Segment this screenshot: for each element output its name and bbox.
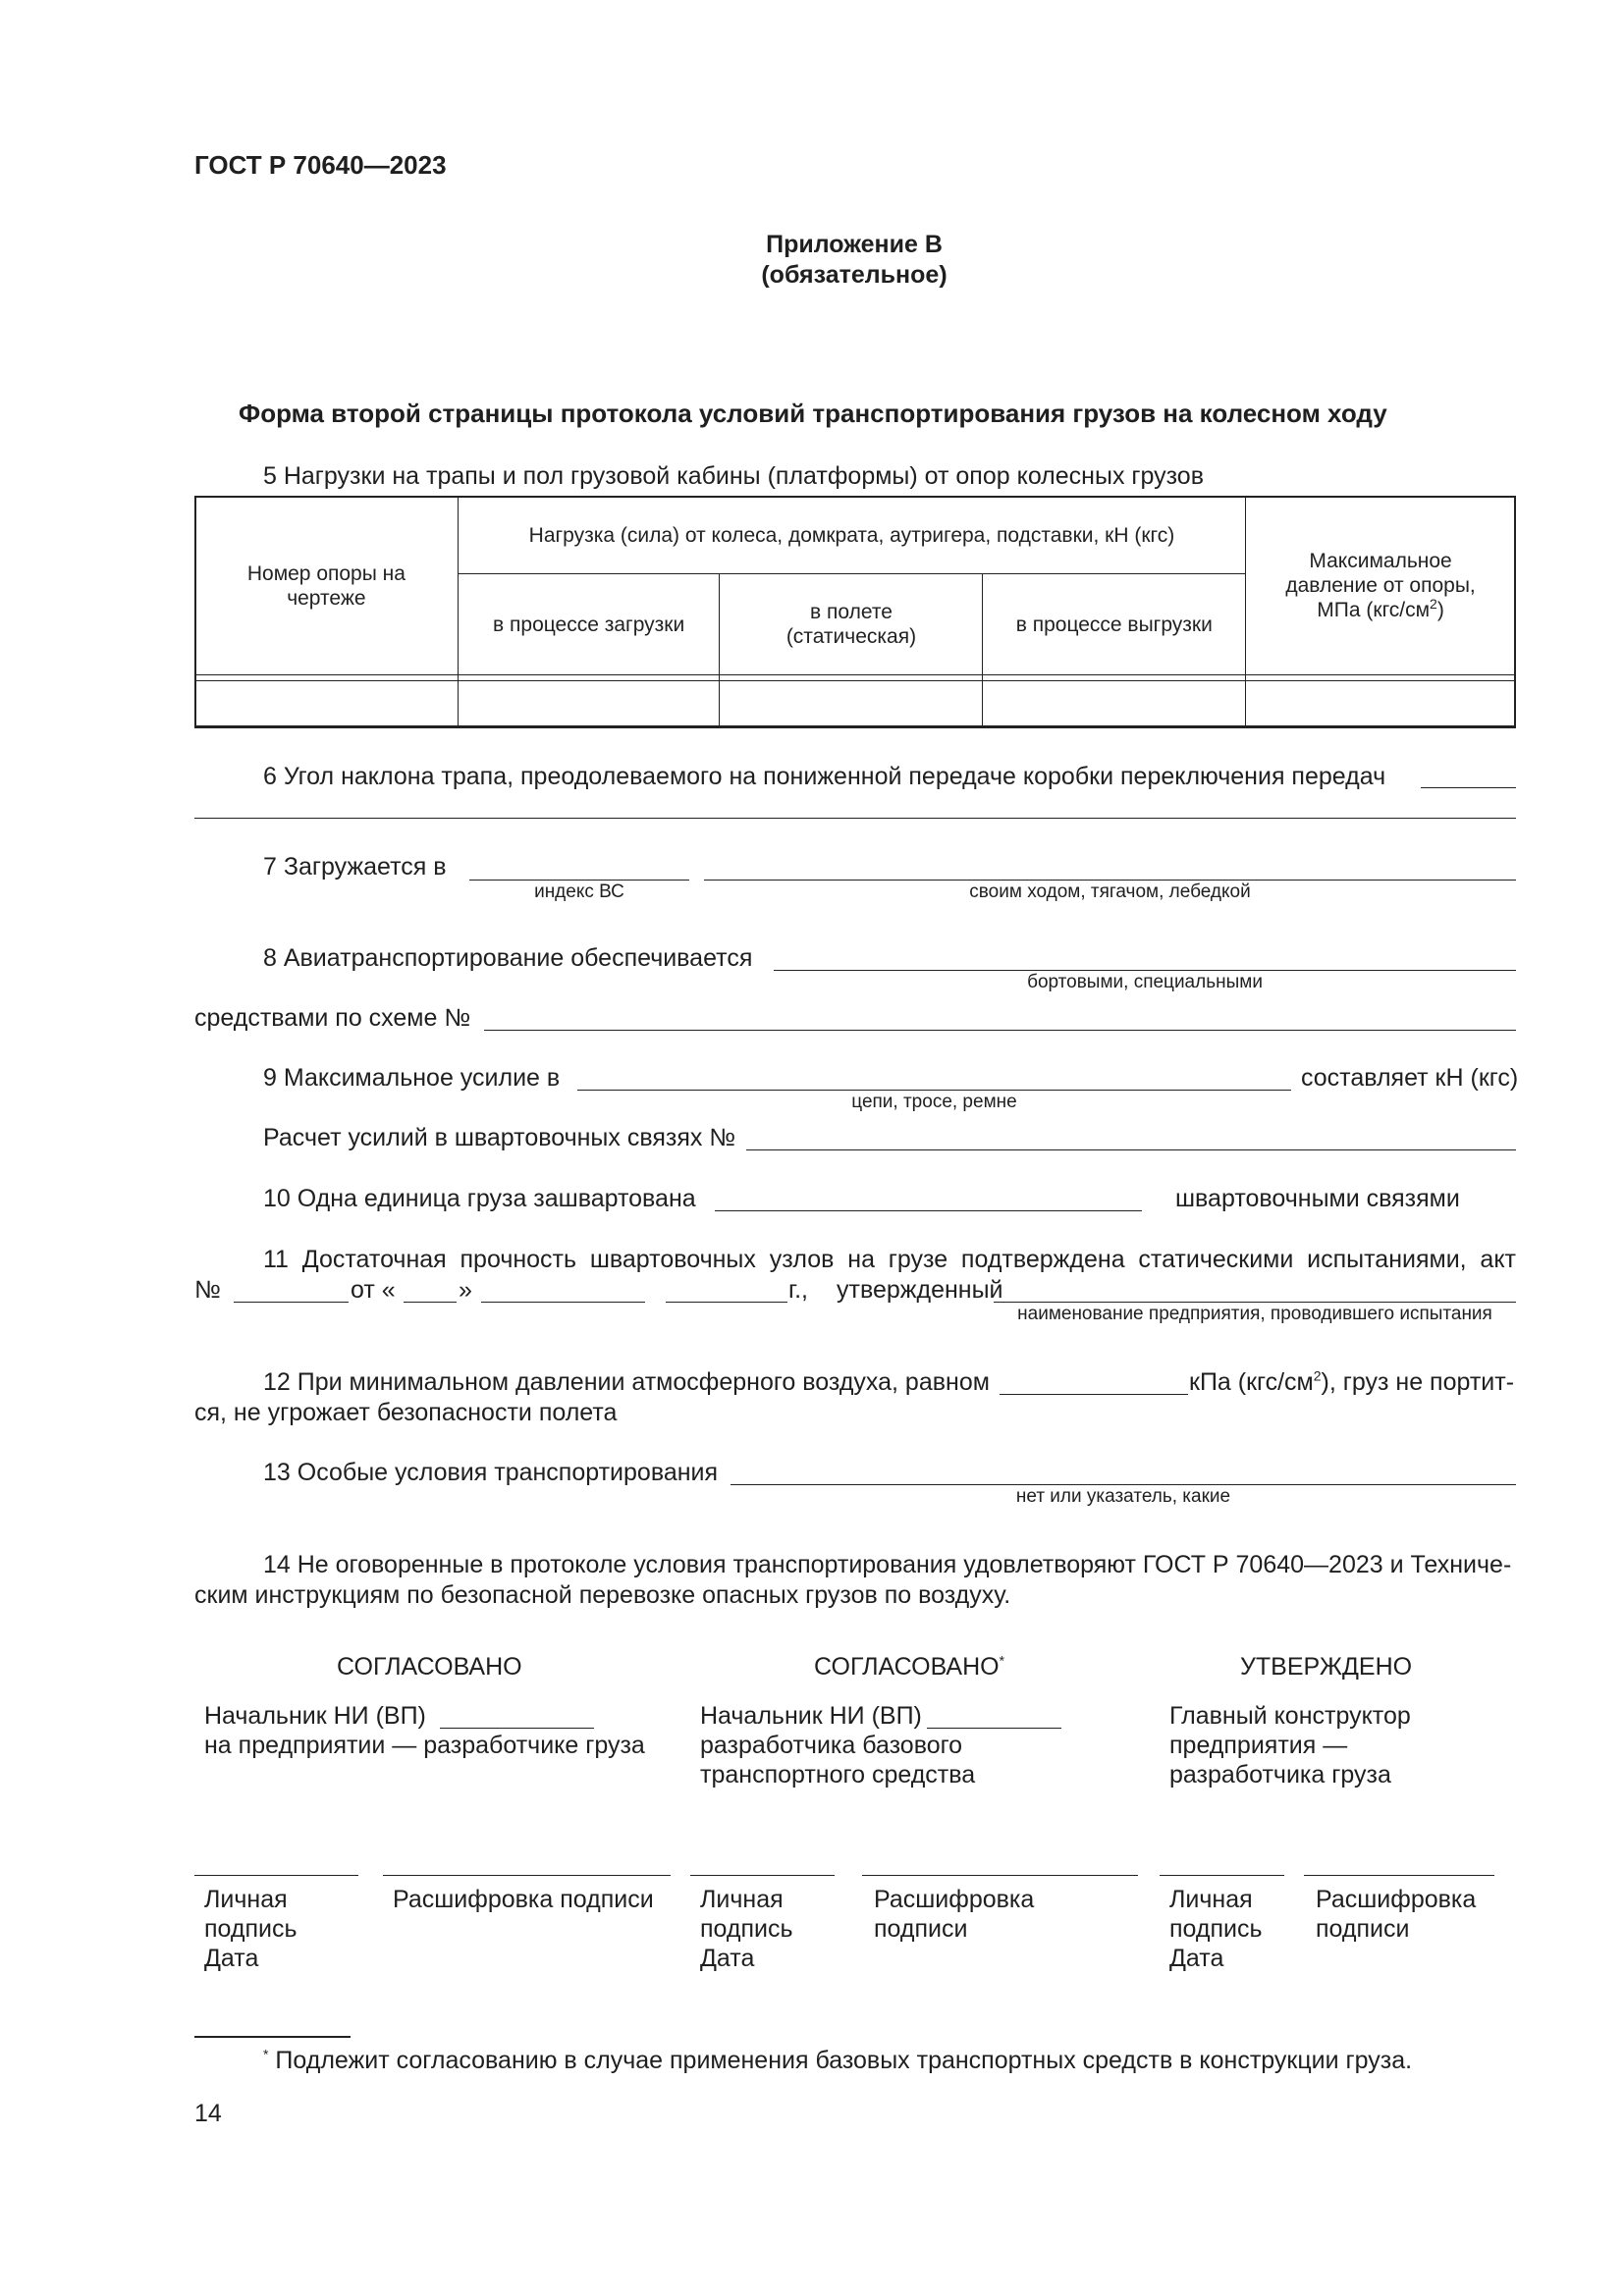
item14-line2: ским инструкциям по безопасной перевозке опасных грузов по воздуху. bbox=[194, 1581, 1011, 1609]
item8-text: 8 Авиатранспортирование обеспечивается bbox=[263, 944, 753, 972]
col2-position-line3: транспортного средства bbox=[700, 1761, 976, 1789]
col2-decode-line[interactable] bbox=[862, 1875, 1138, 1876]
col3-decode-line[interactable] bbox=[1304, 1875, 1494, 1876]
col-load-group: Нагрузка (сила) от колеса, домкрата, аутригера, подставки, кН (кгс) bbox=[458, 497, 1245, 574]
col3-position-line3: разработчика груза bbox=[1169, 1761, 1391, 1789]
item8-continuation: средствами по схеме № bbox=[194, 1004, 471, 1032]
col1-date: Дата bbox=[204, 1945, 259, 1972]
col2-decode-sub: подписи bbox=[874, 1915, 968, 1943]
item9-force-field[interactable] bbox=[577, 1090, 1291, 1091]
item7-hint-aircraft: индекс ВС bbox=[534, 881, 624, 902]
item5-text: 5 Нагрузки на трапы и пол грузовой кабины (платформы) от опор колесных грузов bbox=[263, 462, 1204, 490]
col3-date: Дата bbox=[1169, 1945, 1224, 1972]
item11-text: 11 Достаточная прочность швартовочных узлов на грузе подтверждена статическими испытаниями, акт bbox=[263, 1246, 1516, 1273]
footnote: * Подлежит согласованию в случае применения базовых транспортных средств в конструкции груза. bbox=[263, 2046, 1413, 2074]
item12-unit: кПа $(кгс/см^2)$, груз не портит- bbox=[1189, 1367, 1515, 1396]
agreed-heading-1: СОГЛАСОВАНО bbox=[337, 1653, 522, 1681]
item8-scheme-field[interactable] bbox=[484, 1030, 1516, 1031]
item11-enterprise-field[interactable] bbox=[994, 1302, 1516, 1303]
col3-position: Главный конструктор bbox=[1169, 1702, 1411, 1730]
agreed-heading-2: СОГЛАСОВАНО* bbox=[814, 1652, 1005, 1681]
item9-calc: Расчет усилий в швартовочных связях № bbox=[263, 1124, 736, 1151]
item12-continuation: ся, не угрожает безопасности полета bbox=[194, 1399, 618, 1426]
col-max-pressure: Максимальное давление от опоры, МПа $(кгс/см^2)$ bbox=[1246, 497, 1516, 675]
col1-position-line2: на предприятии — разработчике груза bbox=[204, 1732, 645, 1759]
col1-position: Начальник НИ (ВП) bbox=[204, 1702, 426, 1730]
appendix-title: Приложение В bbox=[766, 231, 943, 258]
item9-hint: цепи, тросе, ремне bbox=[851, 1092, 1017, 1112]
table-cell[interactable] bbox=[195, 681, 459, 728]
item7-aircraft-field[interactable] bbox=[469, 880, 689, 881]
col-loading: в процессе загрузки bbox=[458, 574, 720, 675]
approved-heading: УТВЕРЖДЕНО bbox=[1240, 1653, 1413, 1681]
item11-year-label: г., bbox=[788, 1276, 808, 1304]
col1-decode-line[interactable] bbox=[383, 1875, 671, 1876]
item10-count-field[interactable] bbox=[715, 1210, 1142, 1211]
col2-personal: Личная bbox=[700, 1886, 784, 1913]
col2-position-line2: разработчика базового bbox=[700, 1732, 963, 1759]
item6-text: 6 Угол наклона трапа, преодолеваемого на пониженной передаче коробки переключения передач bbox=[263, 763, 1386, 790]
item6-angle-field[interactable] bbox=[1421, 787, 1516, 788]
form-title: Форма второй страницы протокола условий транспортирования грузов на колесном ходу bbox=[239, 399, 1387, 428]
item10-text: 10 Одна единица груза зашвартована bbox=[263, 1185, 696, 1212]
item9-tail: составляет кН (кгс) bbox=[1301, 1064, 1519, 1092]
col2-signature: подпись bbox=[700, 1915, 793, 1943]
table-cell[interactable] bbox=[720, 681, 983, 728]
item8-hint: бортовыми, специальными bbox=[1027, 972, 1263, 992]
col1-signature-line[interactable] bbox=[194, 1875, 358, 1876]
item11-month-field[interactable] bbox=[481, 1302, 645, 1303]
item10-tail: швартовочными связями bbox=[1175, 1185, 1460, 1212]
item9-calc-field[interactable] bbox=[746, 1149, 1516, 1150]
col1-decode: Расшифровка подписи bbox=[393, 1886, 654, 1913]
appendix-status: (обязательное) bbox=[761, 261, 947, 289]
col3-signature: подпись bbox=[1169, 1915, 1263, 1943]
item11-approved-label: утвержденный bbox=[837, 1276, 1003, 1304]
loads-table bbox=[194, 496, 1516, 728]
item11-quote-close: » bbox=[459, 1276, 472, 1304]
footnote-separator bbox=[194, 2036, 351, 2038]
col-unloading: в процессе выгрузки bbox=[983, 574, 1246, 675]
col3-position-line2: предприятия — bbox=[1169, 1732, 1348, 1759]
table-cell[interactable] bbox=[458, 681, 720, 728]
item7-method-field[interactable] bbox=[704, 880, 1516, 881]
page-number: 14 bbox=[194, 2100, 222, 2127]
col-support-number: Номер опоры на чертеже bbox=[195, 497, 459, 675]
item6-continuation-line[interactable] bbox=[194, 818, 1516, 819]
item12-text: 12 При минимальном давлении атмосферного воздуха, равном bbox=[263, 1368, 990, 1396]
item13-text: 13 Особые условия транспортирования bbox=[263, 1459, 719, 1486]
item11-act-number-field[interactable] bbox=[234, 1302, 349, 1303]
col3-decode-sub: подписи bbox=[1316, 1915, 1410, 1943]
table-cell[interactable] bbox=[1246, 681, 1516, 728]
col1-signature: подпись bbox=[204, 1915, 298, 1943]
standard-header: ГОСТ Р 70640—2023 bbox=[194, 150, 447, 180]
col2-signature-line[interactable] bbox=[690, 1875, 835, 1876]
col1-personal: Личная bbox=[204, 1886, 288, 1913]
col1-position-field[interactable] bbox=[440, 1728, 594, 1729]
item11-hint: наименование предприятия, проводившего испытания bbox=[1017, 1304, 1492, 1324]
item11-day-field[interactable] bbox=[404, 1302, 457, 1303]
table-cell[interactable] bbox=[983, 681, 1246, 728]
item11-num-label: № bbox=[194, 1276, 221, 1304]
item7-text: 7 Загружается в bbox=[263, 853, 447, 881]
item14-line1: 14 Не оговоренные в протоколе условия транспортирования удовлетворяют ГОСТ Р 70640—2023 и Техниче- bbox=[263, 1551, 1512, 1578]
item11-from-label: от « bbox=[351, 1276, 396, 1304]
item12-pressure-field[interactable] bbox=[1000, 1394, 1188, 1395]
item7-hint-method: своим ходом, тягачом, лебедкой bbox=[969, 881, 1251, 902]
col-flight: в полете (статическая) bbox=[720, 574, 983, 675]
col2-date: Дата bbox=[700, 1945, 755, 1972]
item13-conditions-field[interactable] bbox=[731, 1484, 1516, 1485]
item11-year-field[interactable] bbox=[666, 1302, 787, 1303]
col3-decode: Расшифровка bbox=[1316, 1886, 1477, 1913]
col3-personal: Личная bbox=[1169, 1886, 1253, 1913]
item13-hint: нет или указатель, какие bbox=[1015, 1486, 1231, 1507]
item9-text: 9 Максимальное усилие в bbox=[263, 1064, 561, 1092]
col2-decode: Расшифровка bbox=[874, 1886, 1035, 1913]
col3-signature-line[interactable] bbox=[1160, 1875, 1284, 1876]
col2-position: Начальник НИ (ВП) bbox=[700, 1702, 922, 1730]
item8-means-field[interactable] bbox=[774, 970, 1516, 971]
col2-position-field[interactable] bbox=[927, 1728, 1061, 1729]
